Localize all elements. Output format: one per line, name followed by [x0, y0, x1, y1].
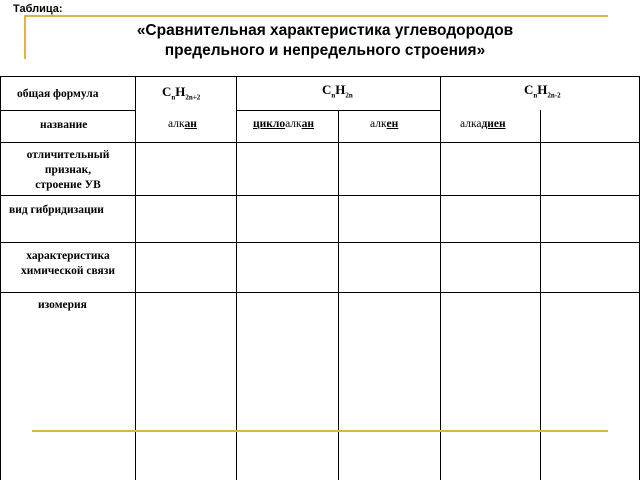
row-label-distinctive-line: строение УВ [35, 179, 101, 191]
name-alkenes: алкен [370, 118, 399, 130]
title-line-1: «Сравнительная характеристика углеводородов [136, 22, 514, 39]
formula-alkenes: $C_nH_{2n}$ [322, 82, 353, 100]
grid-line [0, 242, 640, 243]
row-label-distinctive-line: отличительный [26, 149, 110, 161]
decorative-bottom-line [32, 430, 608, 432]
grid-line [0, 195, 640, 196]
row-label-hybridization: вид гибридизации [9, 204, 104, 216]
row-label-bond-line: химической связи [20, 265, 116, 277]
row-label-isomerism: изомерия [38, 299, 87, 311]
name-alkanes: алкан [168, 118, 197, 130]
row-label-name: название [40, 119, 88, 131]
formula-alkadienes: $C_nH_{2n-2}$ [524, 82, 561, 100]
formula-alkanes: $C_nH_{2n+2}$ [162, 84, 201, 102]
grid-line [0, 110, 135, 111]
grid-line [338, 110, 339, 480]
row-label-general-formula: общая формула [17, 88, 99, 100]
decorative-top-line [24, 15, 608, 17]
row-label-bond-line: характеристика [26, 250, 110, 262]
grid-line [440, 76, 441, 480]
row-label-distinctive-line: признак, [44, 164, 92, 176]
row-label-distinctive [4, 148, 132, 193]
caption-label: Таблица: [13, 3, 63, 15]
grid-line [0, 76, 640, 77]
grid-line [135, 76, 136, 480]
name-alkadienes: алкадиен [460, 118, 506, 130]
name-cycloalkanes: циклоалкан [253, 118, 315, 130]
grid-line [0, 142, 640, 143]
page-title [70, 21, 580, 61]
grid-line [0, 292, 640, 293]
grid-line [236, 76, 237, 480]
row-label-bond [4, 249, 132, 279]
decorative-left-line [24, 15, 26, 59]
title-line-2: предельного и непредельного строения» [164, 42, 486, 59]
grid-line [0, 76, 1, 480]
grid-line [540, 110, 541, 480]
